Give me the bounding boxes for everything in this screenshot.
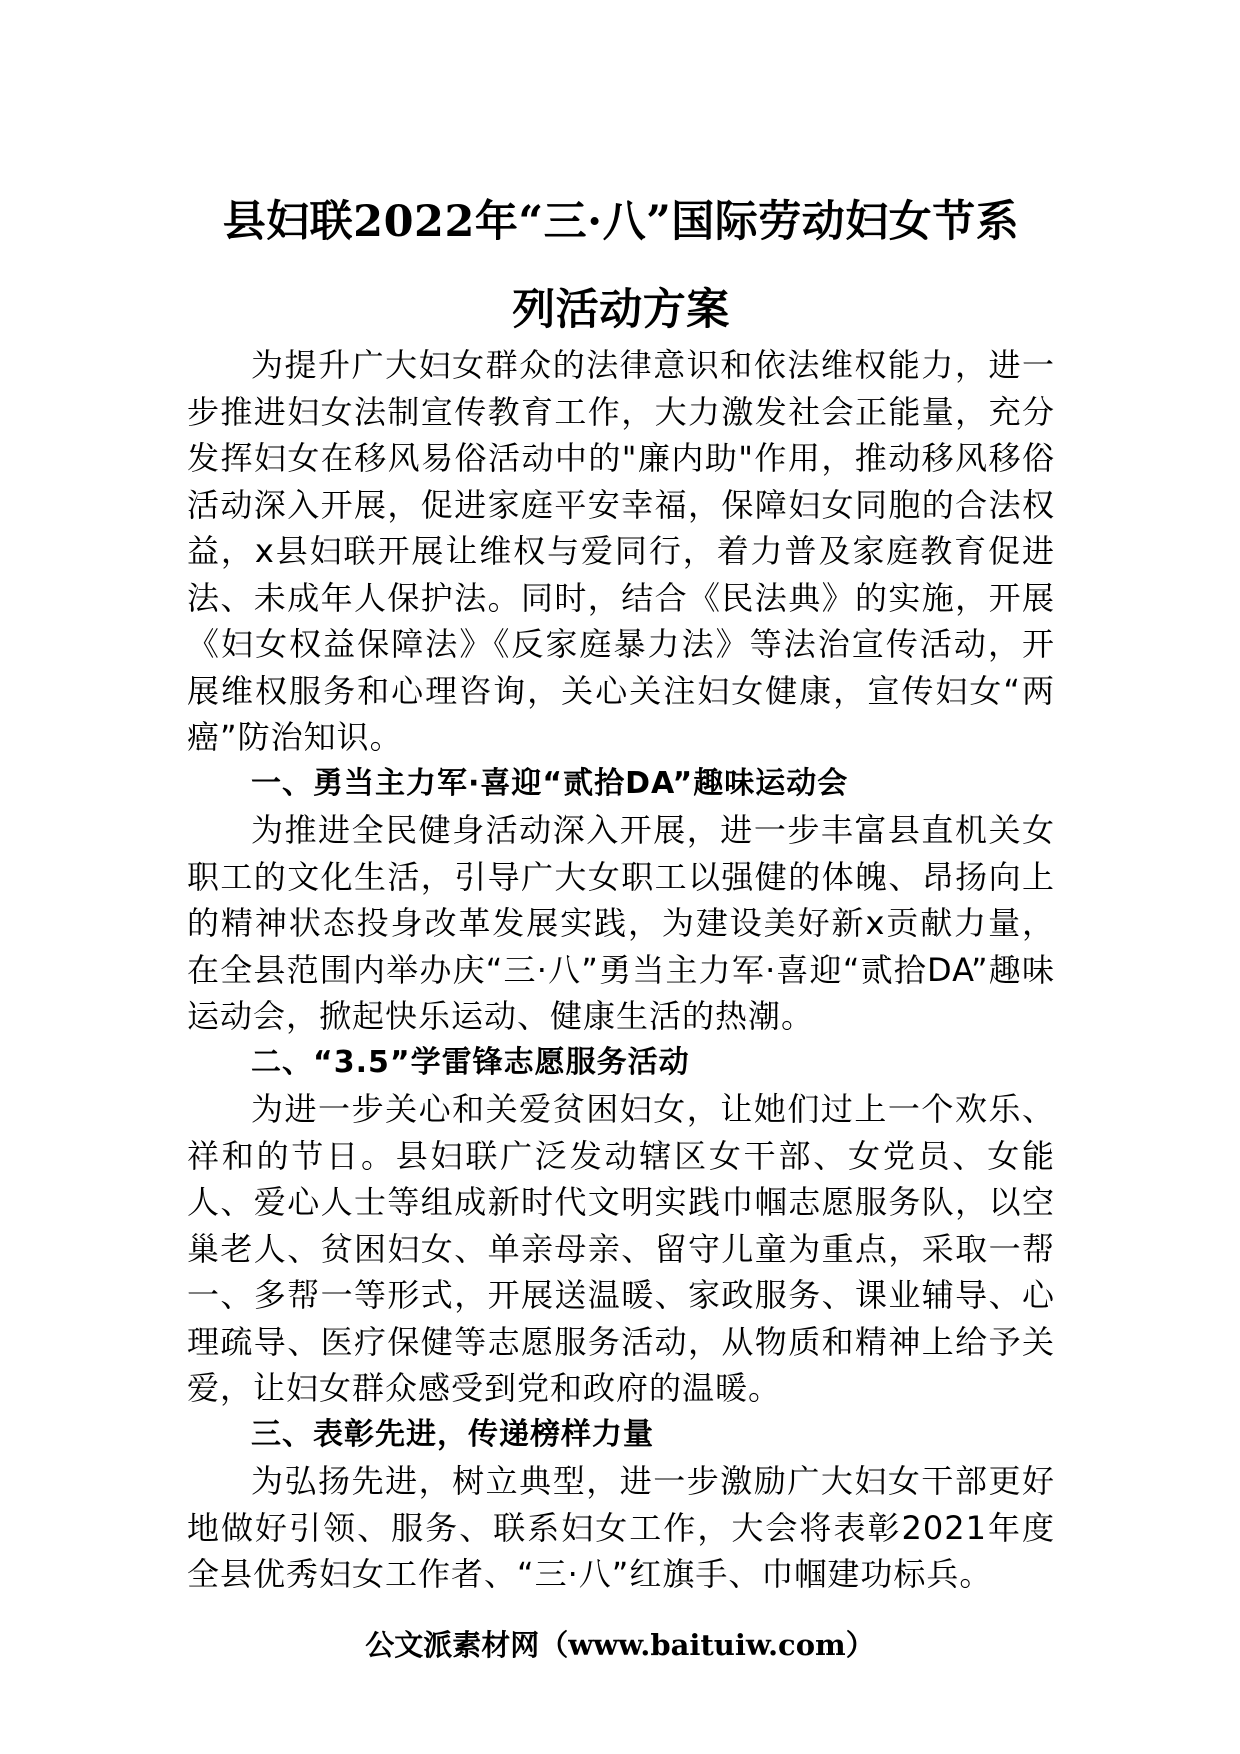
section-2-paragraph: 为进一步关心和关爱贫困妇女，让她们过上一个欢乐、祥和的节日。县妇联广泛发动辖区女干部、女党员、女能人、爱心人士等组成新时代文明实践巾帼志愿服务队，以空巢老人、贫困妇女、单亲母亲、留守儿童为重点，采取一帮一、多帮一等形式，开展送温暖、家政服务、课业辅导、心理疏导、医疗保健等志愿服务活动，从物质和精神上给予关爱，让妇女群众感受到党和政府的温暖。 xyxy=(187,1090,1055,1407)
title-line-2: 列活动方案 xyxy=(512,285,730,335)
section-3-paragraph: 为弘扬先进，树立典型，进一步激励广大妇女干部更好地做好引领、服务、联系妇女工作，大会将表彰2021年度全县优秀妇女工作者、“三·八”红旗手、巾帼建功标兵。 xyxy=(187,1462,1055,1593)
document-title xyxy=(187,178,1055,354)
section-1-heading: 一、勇当主力军·喜迎“贰拾DA”趣味运动会 xyxy=(251,765,849,801)
section-2-heading: 二、“3.5”学雷锋志愿服务活动 xyxy=(251,1044,690,1080)
document-page xyxy=(187,178,1055,1598)
section-1-paragraph: 为推进全民健身活动深入开展，进一步丰富县直机关女职工的文化生活，引导广大女职工以强健的体魄、昂扬向上的精神状态投身改革发展实践，为建设美好新x贡献力量，在全县范围内举办庆“三·八”勇当主力军·喜迎“贰拾DA”趣味运动会，掀起快乐运动、健康生活的热潮。 xyxy=(187,811,1055,1035)
document-body xyxy=(187,342,1055,1598)
intro-paragraph: 为提升广大妇女群众的法律意识和依法维权能力，进一步推进妇女法制宣传教育工作，大力激发社会正能量，充分发挥妇女在移风易俗活动中的"廉内助"作用，推动移风移俗活动深入开展，促进家庭平安幸福，保障妇女同胞的合法权益，x县妇联开展让维权与爱同行，着力普及家庭教育促进法、未成年人保护法。同时，结合《民法典》的实施，开展《妇女权益保障法》《反家庭暴力法》等法治宣传活动，开展维权服务和心理咨询，关心关注妇女健康，宣传妇女“两癌”防治知识。 xyxy=(187,346,1055,756)
section-3-heading: 三、表彰先进，传递榜样力量 xyxy=(251,1416,654,1452)
footer-watermark: 公文派素材网（www.baituiw.com） xyxy=(365,1628,875,1662)
title-line-1: 县妇联2022年“三·八”国际劳动妇女节系 xyxy=(222,197,1020,247)
